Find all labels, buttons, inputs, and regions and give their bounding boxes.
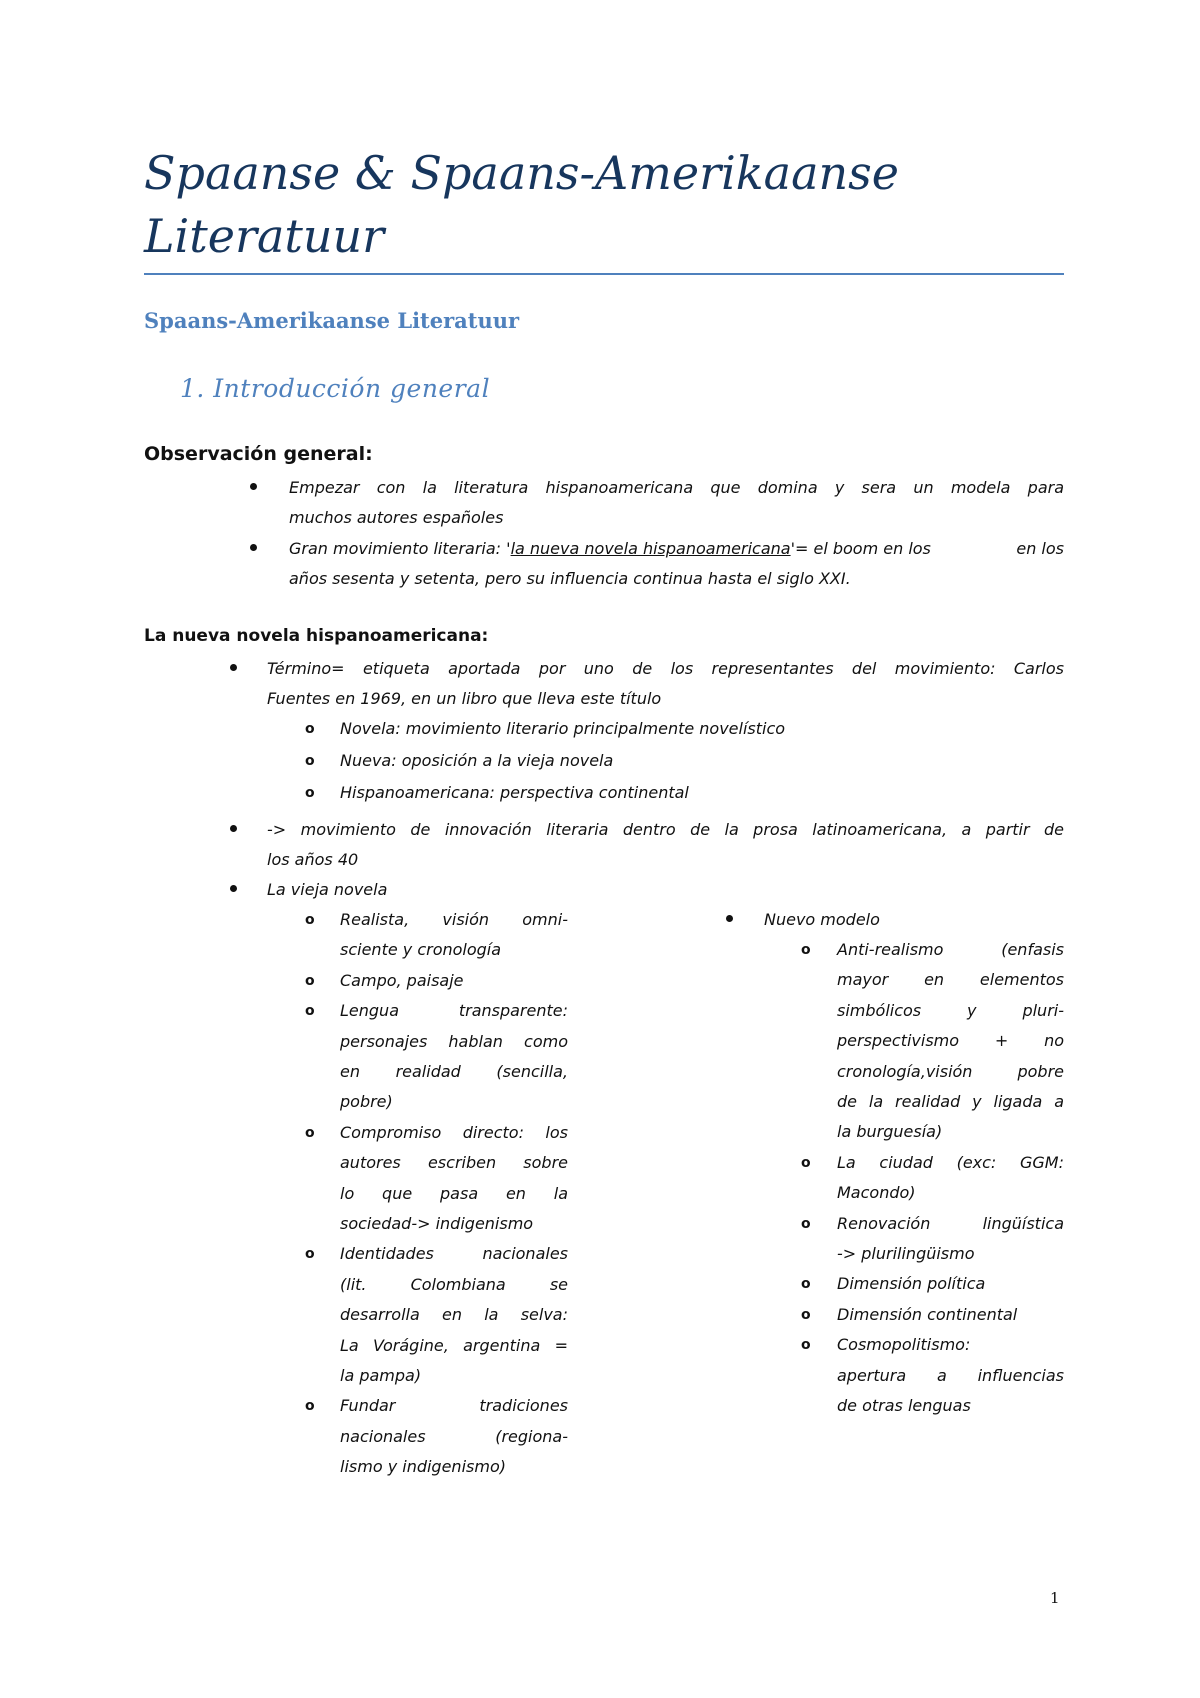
nueva-bullet-2-line-1: -> movimiento de innovación literaria dentro de la prosa latinoamericana, a partir de: [267, 820, 1064, 839]
vieja-item-2-line-1: Campo, paisaje: [340, 970, 464, 990]
bullet-icon: [726, 915, 733, 922]
nueva-bullet-2-line-2: los años 40: [267, 850, 359, 869]
nuevo-item-1-line-4: perspectivismo + no: [837, 1031, 1064, 1051]
vieja-item-5-line-3: desarrolla en la selva:: [340, 1305, 568, 1325]
o-bullet-icon: o: [801, 942, 811, 958]
vieja-novela-label: La vieja novela: [267, 880, 388, 899]
observacion-bullet-2-text: Gran movimiento literaria: 'la nueva novela hispanoamericana'= el boom en los: [289, 539, 931, 558]
observacion-bullet-2-tail: en los: [1016, 539, 1064, 558]
o-bullet-icon: o: [305, 753, 315, 769]
bullet-icon: [250, 483, 257, 490]
vieja-item-4-line-2: autores escriben sobre: [340, 1153, 568, 1173]
vieja-item-3-line-1: Lengua transparente:: [340, 1001, 568, 1021]
nuevo-item-1-line-2: mayor en elementos: [837, 970, 1064, 990]
nuevo-item-1-line-5: cronología,visión pobre: [837, 1061, 1064, 1081]
observacion-label: Observación general:: [144, 443, 373, 465]
vieja-item-5-line-2: (lit. Colombiana se: [340, 1274, 568, 1294]
chapter-heading: 1. Introducción general: [180, 374, 491, 403]
nueva-sub-1: Novela: movimiento literario principalmente novelístico: [340, 719, 786, 738]
vieja-item-5-line-1: Identidades nacionales: [340, 1244, 568, 1264]
vieja-item-3-line-2: personajes hablan como: [340, 1031, 568, 1051]
o-bullet-icon: o: [801, 1337, 811, 1354]
o-bullet-icon: o: [801, 1306, 811, 1323]
observacion-bullet-1-line-2: muchos autores españoles: [289, 508, 504, 527]
section-heading: Spaans-Amerikaanse Literatuur: [144, 308, 520, 333]
nuevo-item-6-line-3: de otras lenguas: [837, 1396, 971, 1415]
document-title: [144, 142, 1064, 268]
nuevo-item-6-line-1: Cosmopolitismo:: [837, 1335, 971, 1355]
vieja-item-6-line-3: lismo y indigenismo): [340, 1457, 506, 1477]
vieja-item-6-line-1: Fundar tradiciones: [340, 1396, 568, 1416]
o-bullet-icon: o: [801, 1215, 811, 1232]
o-bullet-icon: o: [305, 912, 315, 928]
o-bullet-icon: o: [801, 1276, 811, 1293]
title-line-1: Spaanse & Spaans-Amerikaanse: [144, 146, 899, 200]
page-number: 1: [1050, 1589, 1060, 1607]
bullet-icon: [230, 664, 237, 671]
nuevo-item-1-line-6: de la realidad y ligada a: [837, 1092, 1064, 1111]
o-bullet-icon: o: [305, 785, 315, 801]
nuevo-item-6-line-2: apertura a influencias: [837, 1365, 1064, 1385]
title-line-2: Literatuur: [144, 209, 385, 263]
bullet-icon: [230, 825, 237, 832]
o-bullet-icon: o: [801, 1154, 811, 1171]
observacion-bullet-1-line-1: Empezar con la literatura hispanoamericana que domina y sera un modela para: [289, 478, 1064, 497]
nuevo-item-2-line-2: Macondo): [837, 1183, 916, 1203]
vieja-item-1-line-1: Realista, visión omni-: [340, 910, 568, 929]
vieja-item-4-line-1: Compromiso directo: los: [340, 1122, 568, 1142]
o-bullet-icon: o: [305, 721, 315, 737]
vieja-item-1-line-2: sciente y cronología: [340, 940, 502, 960]
nuevo-item-1-line-1: Anti-realismo (enfasis: [837, 940, 1064, 959]
nuevo-item-4-line-1: Dimensión política: [837, 1274, 986, 1294]
vieja-item-4-line-4: sociedad-> indigenismo: [340, 1214, 534, 1233]
o-bullet-icon: o: [305, 1398, 315, 1415]
nuevo-item-3-line-1: Renovación lingüística: [837, 1213, 1064, 1233]
bullet-icon: [250, 544, 257, 551]
bullet-icon: [230, 885, 237, 892]
observacion-bullet-2-line-2: años sesenta y setenta, pero su influencia continua hasta el siglo XXI.: [289, 569, 851, 588]
nuevo-item-1-line-3: simbólicos y pluri-: [837, 1000, 1064, 1020]
o-bullet-icon: o: [305, 1124, 315, 1141]
nueva-sub-3: Hispanoamericana: perspectiva continental: [340, 783, 689, 802]
title-underline-rule: [144, 273, 1064, 275]
vieja-item-3-line-4: pobre): [340, 1092, 393, 1112]
observacion-bullet-2-line-1: [289, 538, 1064, 560]
nueva-bullet-1-line-2: Fuentes en 1969, en un libro que lleva este título: [267, 689, 662, 708]
o-bullet-icon: o: [305, 972, 315, 989]
nuevo-item-1-line-7: la burguesía): [837, 1122, 943, 1142]
underlined-term: la nueva novela hispanoamericana: [510, 539, 791, 558]
nueva-sub-2: Nueva: oposición a la vieja novela: [340, 751, 614, 770]
nueva-novela-label: La nueva novela hispanoamericana:: [144, 626, 489, 646]
nuevo-item-5-line-1: Dimensión continental: [837, 1304, 1018, 1324]
nuevo-item-2-line-1: La ciudad (exc: GGM:: [837, 1152, 1064, 1172]
vieja-item-6-line-2: nacionales (regiona-: [340, 1426, 568, 1446]
nuevo-modelo-label: Nuevo modelo: [764, 910, 880, 929]
nueva-bullet-1-line-1: Término= etiqueta aportada por uno de los representantes del movimiento: Carlos: [267, 659, 1064, 678]
o-bullet-icon: o: [305, 1003, 315, 1020]
vieja-item-5-line-4: La Vorágine, argentina =: [340, 1335, 568, 1355]
vieja-item-3-line-3: en realidad (sencilla,: [340, 1062, 568, 1081]
nuevo-item-3-line-2: -> plurilingüismo: [837, 1244, 975, 1263]
vieja-item-4-line-3: lo que pasa en la: [340, 1183, 568, 1203]
vieja-item-5-line-5: la pampa): [340, 1366, 422, 1385]
o-bullet-icon: o: [305, 1246, 315, 1263]
